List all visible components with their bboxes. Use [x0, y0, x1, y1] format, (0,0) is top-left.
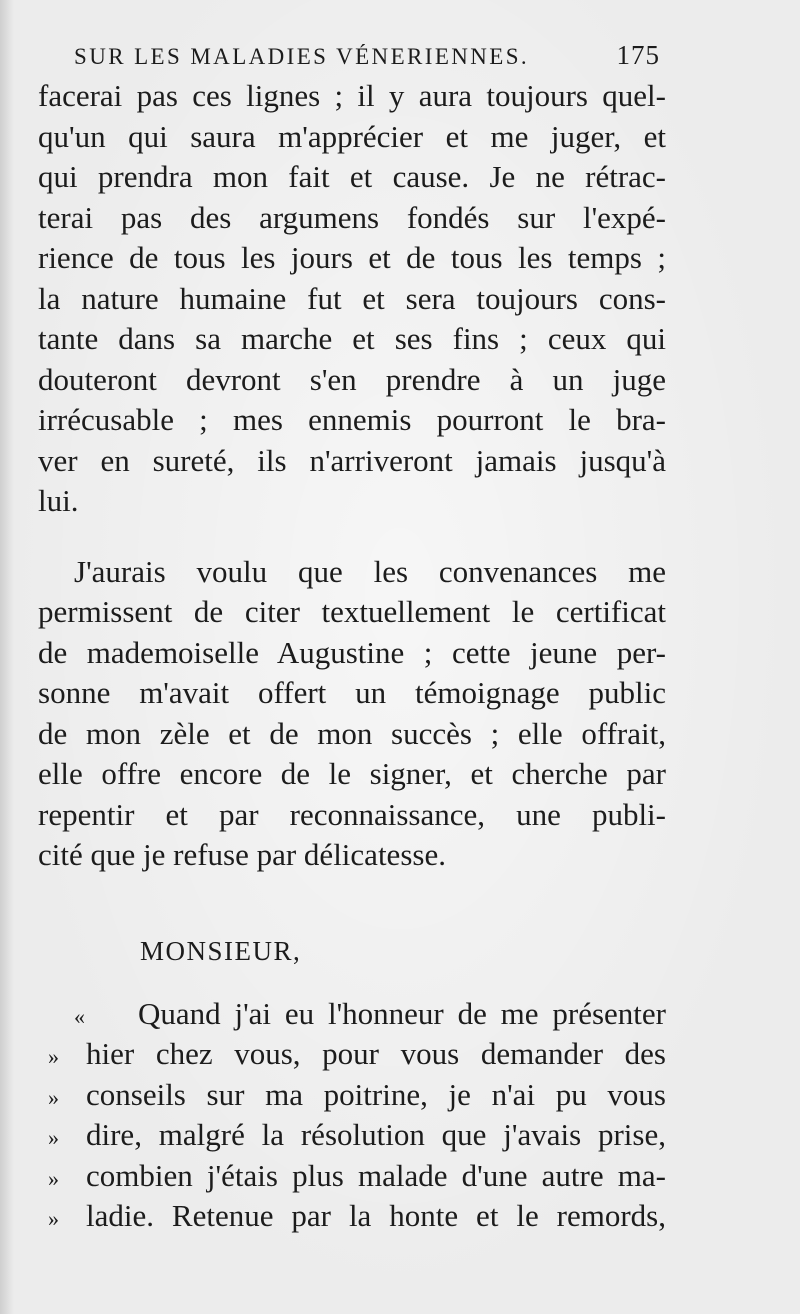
text-line: facerai pas ces lignes ; il y aura toujours quel-: [38, 78, 666, 113]
continuation-quote-mark: »: [48, 1206, 59, 1231]
quoted-letter: [38, 994, 666, 1237]
quote-line: [38, 1034, 666, 1075]
text-line: douteront devront s'en prendre à un juge: [38, 361, 666, 397]
text-line: irrécusable ; mes ennemis pourront le bra-: [38, 402, 666, 437]
text-line: terai pas des argumens fondés sur l'expé-: [38, 199, 666, 235]
paragraph-2: [38, 552, 666, 876]
quote-line: [38, 1196, 666, 1237]
page-number: 175: [616, 40, 660, 70]
text-line: qui prendra mon fait et cause. Je ne rétrac-: [38, 159, 666, 194]
continuation-quote-mark: »: [48, 1165, 59, 1191]
running-head: [74, 40, 660, 80]
quote-line: [38, 1115, 666, 1156]
section-spacer: [38, 876, 666, 930]
text-line: rience de tous les jours et de tous les temps ;: [38, 240, 666, 275]
quote-line: [38, 1156, 666, 1197]
text-line: tante dans sa marche et ses fins ; ceux qui: [38, 321, 666, 356]
text-line: ver en sureté, ils n'arriveront jamais jusqu'à: [38, 442, 666, 478]
quote-text: combien j'étais plus malade d'une autre ma-: [86, 1157, 666, 1193]
quote-text: conseils sur ma poitrine, je n'ai pu vous: [86, 1076, 666, 1112]
text-line: J'aurais voulu que les convenances me: [74, 553, 666, 589]
text-line: la nature humaine fut et sera toujours cons-: [38, 280, 666, 316]
quote-line: [38, 994, 666, 1035]
page-spine-shadow: [0, 0, 14, 1314]
paragraph-spacer: [38, 522, 666, 552]
salutation-spacer: [38, 972, 666, 994]
running-title: SUR LES MALADIES VÉNERIENNES.: [74, 44, 530, 69]
text-line: de mon zèle et de mon succès ; elle offrait,: [38, 715, 666, 751]
text-line: sonne m'avait offert un témoignage public: [38, 675, 666, 710]
paragraph-1: [38, 76, 666, 522]
quote-text: ladie. Retenue par la honte et le remords,: [86, 1198, 666, 1233]
text-line: repentir et par reconnaissance, une publi-: [38, 796, 666, 832]
continuation-quote-mark: »: [48, 1044, 59, 1069]
text-line: cité que je refuse par délicatesse.: [38, 837, 446, 872]
text-line: elle offre encore de le signer, et cherche par: [38, 756, 666, 791]
text-line: de mademoiselle Augustine ; cette jeune per-: [38, 634, 666, 670]
continuation-quote-mark: »: [48, 1125, 59, 1150]
open-quote-mark: «: [74, 1003, 85, 1029]
letter-salutation: MONSIEUR,: [140, 935, 302, 966]
quote-text: dire, malgré la résolution que j'avais prise,: [86, 1117, 666, 1152]
continuation-quote-mark: »: [48, 1084, 59, 1110]
text-line: permissent de citer textuellement le certificat: [38, 594, 666, 629]
body-text: [38, 76, 666, 1237]
text-line: qu'un qui saura m'apprécier et me juger, et: [38, 118, 666, 154]
text-line: lui.: [38, 483, 79, 518]
quote-text: Quand j'ai eu l'honneur de me présenter: [138, 995, 666, 1031]
quote-text: hier chez vous, pour vous demander des: [86, 1036, 666, 1071]
quote-line: [38, 1075, 666, 1116]
